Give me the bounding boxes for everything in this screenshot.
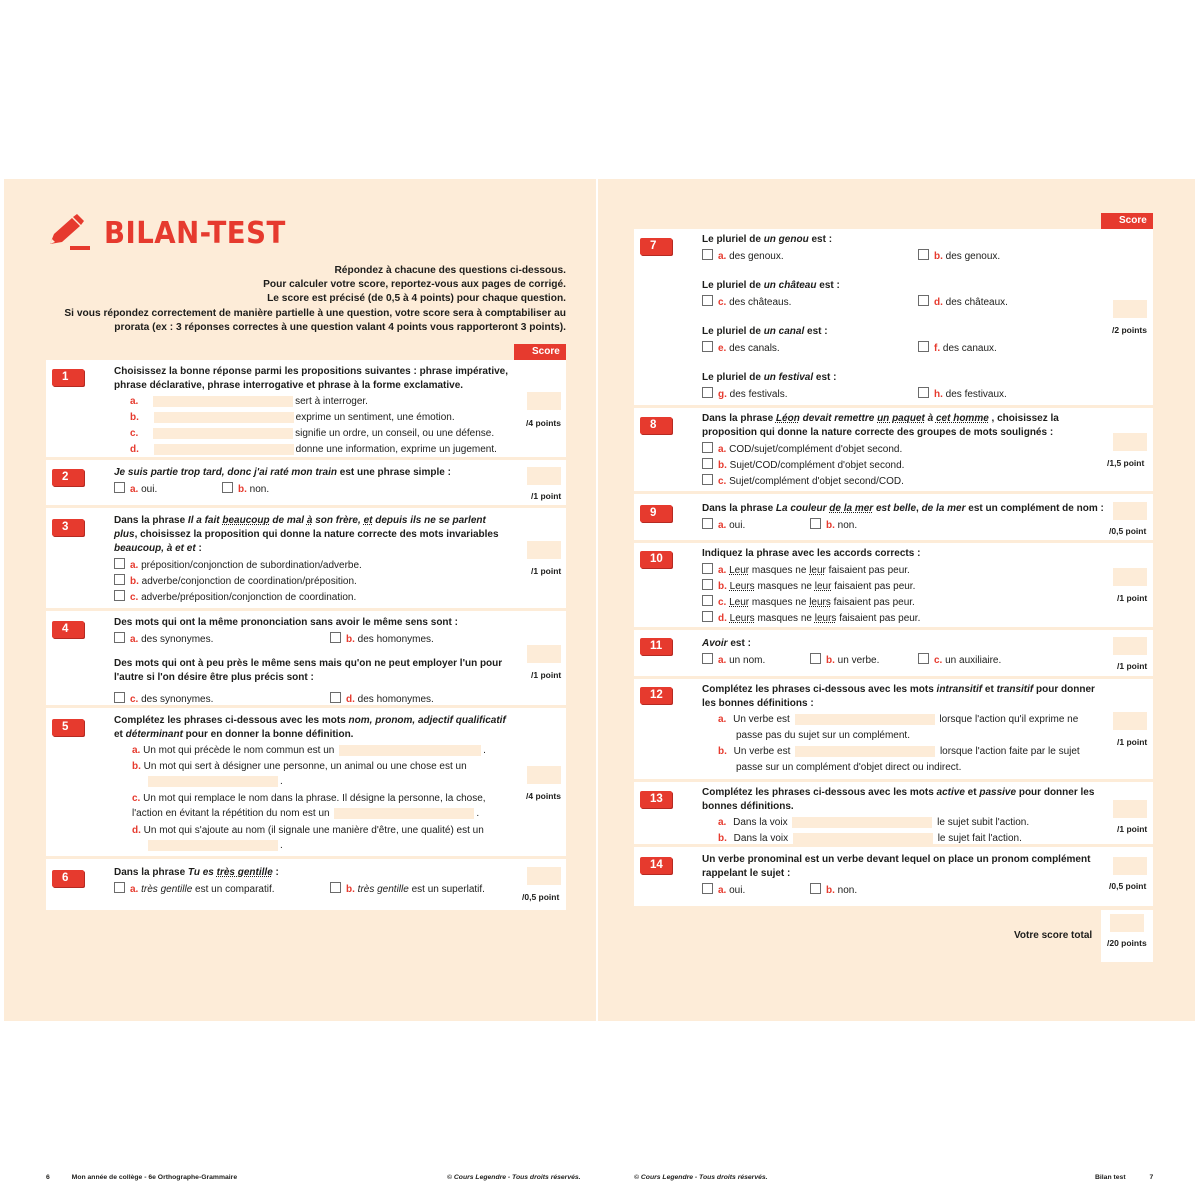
question-1 bbox=[46, 360, 566, 460]
option-c[interactable]: c. des synonymes. bbox=[114, 692, 213, 706]
questions-panel-right bbox=[634, 229, 1153, 906]
checkbox[interactable] bbox=[918, 341, 929, 352]
checkbox[interactable] bbox=[702, 611, 713, 622]
option-c[interactable]: c. un auxiliaire. bbox=[918, 653, 1001, 667]
question-9 bbox=[634, 494, 1153, 543]
checkbox[interactable] bbox=[918, 295, 929, 306]
option-b[interactable]: b. adverbe/conjonction de coordination/préposition. bbox=[114, 574, 357, 588]
question-number: 6 bbox=[52, 870, 84, 887]
question-text: Dans la phrase Il a fait beaucoup de mal à son frère, et depuis ils ne se parlent bbox=[114, 515, 486, 526]
option-a[interactable]: a. un nom. bbox=[702, 653, 765, 667]
question-text: Complétez les phrases ci-dessous avec les mots nom, pronom, adjectif qualificatif bbox=[114, 715, 506, 726]
points-label: /1 point bbox=[531, 491, 562, 501]
option-b[interactable]: b. des genoux. bbox=[918, 249, 1000, 263]
question-text: Des mots qui ont à peu près le même sens mais qu'on ne peut employer l'un pour bbox=[114, 658, 503, 669]
score-input[interactable] bbox=[1113, 568, 1147, 586]
checkbox[interactable] bbox=[918, 249, 929, 260]
question-text: Complétez les phrases ci-dessous avec les mots active et passive pour donner les bbox=[702, 787, 1095, 798]
score-input[interactable] bbox=[1113, 637, 1147, 655]
instruction-line: Si vous répondez correctement de manière partielle à une question, votre score sera à comptabiliser au bbox=[64, 307, 566, 319]
checkbox[interactable] bbox=[702, 579, 713, 590]
score-input[interactable] bbox=[1113, 712, 1147, 730]
points-label: /4 points bbox=[526, 418, 561, 428]
score-input[interactable] bbox=[527, 766, 561, 784]
question-7 bbox=[634, 229, 1153, 408]
total-score-panel bbox=[1101, 910, 1153, 962]
checkbox[interactable] bbox=[330, 632, 341, 643]
checkbox[interactable] bbox=[702, 458, 713, 469]
instructions bbox=[46, 264, 566, 335]
score-header: Score bbox=[1101, 213, 1153, 229]
option-a[interactable]: a. des genoux. bbox=[702, 249, 784, 263]
instruction-line: Pour calculer votre score, reportez-vous aux pages de corrigé. bbox=[263, 279, 566, 291]
instruction-line: Répondez à chacune des questions ci-dessous. bbox=[334, 265, 566, 276]
question-number: 4 bbox=[52, 621, 84, 638]
copyright-right: © Cours Legendre - Tous droits réservés. bbox=[634, 1174, 768, 1181]
checkbox[interactable] bbox=[810, 883, 821, 894]
question-number: 3 bbox=[52, 519, 84, 536]
question-text: Le pluriel de un canal est : bbox=[702, 326, 828, 337]
checkbox[interactable] bbox=[114, 632, 125, 643]
question-number: 11 bbox=[640, 638, 672, 655]
score-input[interactable] bbox=[1113, 502, 1147, 520]
checkbox[interactable] bbox=[702, 474, 713, 485]
question-number: 5 bbox=[52, 719, 84, 736]
answer-line-b-cont: passe sur un complément d'objet direct ou indirect. bbox=[736, 762, 962, 773]
points-label: /1 point bbox=[1117, 737, 1148, 747]
instruction-line: prorata (ex : 3 réponses correctes à une question valant 4 points vous rapporteront 3 points). bbox=[114, 321, 566, 333]
checkbox[interactable] bbox=[114, 482, 125, 493]
checkbox[interactable] bbox=[114, 692, 125, 703]
question-text: Le pluriel de un château est : bbox=[702, 280, 840, 291]
option-g[interactable]: g. des festivals. bbox=[702, 387, 787, 401]
option-f[interactable]: f. des canaux. bbox=[918, 341, 997, 355]
checkbox[interactable] bbox=[918, 387, 929, 398]
question-text: l'autre si l'on désire être plus précis sont : bbox=[114, 672, 314, 683]
points-label: /1 point bbox=[1117, 661, 1148, 671]
question-text: les bonnes définitions : bbox=[702, 698, 814, 709]
question-text: Dans la phrase Tu es très gentille : bbox=[114, 867, 279, 878]
option-d[interactable]: d. des homonymes. bbox=[330, 692, 434, 706]
question-text: Indiquez la phrase avec les accords corrects : bbox=[702, 548, 921, 559]
score-input[interactable] bbox=[527, 867, 561, 885]
option-a[interactable]: a. oui. bbox=[702, 518, 745, 532]
question-5 bbox=[46, 708, 566, 859]
option-a[interactable]: a. très gentille est un comparatif. bbox=[114, 882, 275, 896]
question-text: Le pluriel de un genou est : bbox=[702, 234, 833, 245]
checkbox[interactable] bbox=[114, 558, 125, 569]
question-text: phrase déclarative, phrase interrogative et phrase à la forme exclamative. bbox=[114, 380, 464, 391]
answer-blank[interactable] bbox=[795, 746, 935, 757]
option-b[interactable]: b. très gentille est un superlatif. bbox=[330, 882, 485, 896]
question-text: Le pluriel de un festival est : bbox=[702, 372, 837, 383]
checkbox[interactable] bbox=[918, 653, 929, 664]
answer-blank[interactable] bbox=[334, 808, 474, 819]
points-label: /4 points bbox=[526, 791, 561, 801]
points-label: /0,5 point bbox=[1109, 526, 1147, 536]
total-score-input[interactable] bbox=[1110, 914, 1144, 932]
checkbox[interactable] bbox=[114, 590, 125, 601]
checkbox[interactable] bbox=[702, 518, 713, 529]
answer-line-b: b. Un mot qui sert à désigner une personne, un animal ou une chose est un bbox=[132, 761, 467, 772]
checkbox[interactable] bbox=[702, 341, 713, 352]
points-label: /1 point bbox=[1117, 593, 1148, 603]
question-number: 7 bbox=[640, 238, 672, 255]
option-b[interactable]: b. Sujet/COD/complément d'objet second. bbox=[702, 458, 904, 472]
total-score-label: Votre score total bbox=[1014, 930, 1093, 941]
checkbox[interactable] bbox=[702, 883, 713, 894]
question-text: et déterminant pour en donner la bonne définition. bbox=[114, 729, 354, 740]
answer-blank[interactable] bbox=[793, 833, 933, 844]
checkbox[interactable] bbox=[810, 653, 821, 664]
answer-blank[interactable] bbox=[154, 444, 294, 455]
section-title: Bilan test bbox=[1095, 1174, 1126, 1181]
option-c[interactable]: c. Leur masques ne leurs faisaient pas peur. bbox=[702, 595, 915, 609]
option-a[interactable]: a. préposition/conjonction de subordination/adverbe. bbox=[114, 558, 362, 572]
question-4 bbox=[46, 611, 566, 708]
question-text: Avoir est : bbox=[702, 638, 751, 649]
option-a[interactable]: a. oui. bbox=[114, 482, 157, 496]
answer-blank[interactable] bbox=[795, 714, 935, 725]
right-page bbox=[598, 179, 1195, 1181]
answer-line-a: a. Un verbe est lorsque l'action qu'il exprime ne bbox=[718, 714, 1079, 725]
option-e[interactable]: e. des canals. bbox=[702, 341, 780, 355]
answer-line-a: a. Un mot qui précède le nom commun est un . bbox=[132, 745, 486, 756]
score-header: Score bbox=[514, 344, 566, 360]
question-12 bbox=[634, 679, 1153, 782]
question-text: rappelant le sujet : bbox=[702, 868, 791, 879]
points-label: /1 point bbox=[531, 566, 562, 576]
option-d[interactable]: d. des châteaux. bbox=[918, 295, 1008, 309]
answer-line-a: a. Dans la voix le sujet subit l'action. bbox=[718, 817, 1030, 828]
score-input[interactable] bbox=[1113, 800, 1147, 818]
question-text: Je suis partie trop tard, donc j'ai raté mon train est une phrase simple : bbox=[114, 467, 451, 478]
answer-line-d: d. Un mot qui s'ajoute au nom (il signale une manière d'être, une qualité) est un bbox=[132, 825, 484, 836]
points-label: /1 point bbox=[531, 670, 562, 680]
question-number: 14 bbox=[640, 857, 672, 874]
page-title: BILAN-TEST bbox=[104, 215, 286, 251]
answer-line-b: b. Un verbe est lorsque l'action faite par le sujet bbox=[718, 746, 1080, 757]
checkbox[interactable] bbox=[114, 882, 125, 893]
answer-blank[interactable] bbox=[339, 745, 481, 756]
question-6 bbox=[46, 859, 566, 910]
option-c[interactable]: c. Sujet/complément d'objet second/COD. bbox=[702, 474, 904, 488]
question-13 bbox=[634, 782, 1153, 847]
checkbox[interactable] bbox=[222, 482, 233, 493]
checkbox[interactable] bbox=[702, 563, 713, 574]
footer-right bbox=[1095, 1174, 1153, 1181]
question-8 bbox=[634, 408, 1153, 494]
answer-line-b-cont: . bbox=[146, 775, 283, 788]
question-number: 8 bbox=[640, 417, 672, 434]
option-c[interactable]: c. des châteaus. bbox=[702, 295, 791, 309]
answer-line-b: b. Dans la voix le sujet fait l'action. bbox=[718, 833, 1022, 844]
answer-blank[interactable] bbox=[153, 428, 293, 439]
score-input[interactable] bbox=[1113, 300, 1147, 318]
question-10 bbox=[634, 543, 1153, 630]
option-b[interactable]: b. des homonymes. bbox=[330, 632, 434, 646]
option-a[interactable]: a. oui. bbox=[702, 883, 745, 897]
question-text: plus, choisissez la proposition qui donne la nature correcte des mots invariables bbox=[114, 529, 499, 540]
option-b[interactable]: b. un verbe. bbox=[810, 653, 879, 667]
option-d[interactable]: d. Leurs masques ne leurs faisaient pas peur. bbox=[702, 611, 920, 625]
score-input[interactable] bbox=[527, 541, 561, 559]
questions-panel-left bbox=[46, 360, 566, 910]
question-11 bbox=[634, 630, 1153, 679]
checkbox[interactable] bbox=[330, 882, 341, 893]
answer-line-c-cont: l'action en évitant la répétition du nom est un . bbox=[132, 808, 480, 819]
question-text: beaucoup, à et et : bbox=[114, 543, 202, 554]
option-b[interactable]: b. non. bbox=[810, 883, 857, 897]
book-title: Mon année de collège - 6e Orthographe-Grammaire bbox=[71, 1174, 238, 1181]
footer-left bbox=[46, 1174, 237, 1181]
total-points-label: /20 points bbox=[1107, 938, 1147, 948]
points-label: /1 point bbox=[1117, 824, 1148, 834]
checkbox[interactable] bbox=[702, 387, 713, 398]
answer-line-b: b. exprime un sentiment, une émotion. bbox=[130, 412, 455, 423]
answer-blank[interactable] bbox=[792, 817, 932, 828]
question-text: Un verbe pronominal est un verbe devant lequel on place un pronom complément bbox=[702, 854, 1091, 865]
answer-blank[interactable] bbox=[148, 840, 278, 851]
score-input[interactable] bbox=[1113, 857, 1147, 875]
option-b[interactable]: b. non. bbox=[810, 518, 857, 532]
question-number: 13 bbox=[640, 791, 672, 808]
question-number: 12 bbox=[640, 687, 672, 704]
option-a[interactable]: a. COD/sujet/complément d'objet second. bbox=[702, 442, 902, 456]
score-input[interactable] bbox=[1113, 433, 1147, 451]
checkbox[interactable] bbox=[810, 518, 821, 529]
copyright-left: © Cours Legendre - Tous droits réservés. bbox=[447, 1174, 581, 1181]
option-b[interactable]: b. non. bbox=[222, 482, 269, 496]
answer-line-c: c. Un mot qui remplace le nom dans la phrase. Il désigne la personne, la chose, bbox=[132, 793, 486, 804]
question-2 bbox=[46, 460, 566, 508]
points-label: /0,5 point bbox=[1109, 881, 1147, 891]
question-number: 2 bbox=[52, 469, 84, 486]
question-3 bbox=[46, 508, 566, 611]
checkbox[interactable] bbox=[330, 692, 341, 703]
points-label: /0,5 point bbox=[522, 892, 560, 902]
question-text: Dans la phrase Léon devait remettre un paquet à cet homme , choisissez la bbox=[702, 413, 1059, 424]
checkbox[interactable] bbox=[702, 595, 713, 606]
option-c[interactable]: c. adverbe/préposition/conjonction de coordination. bbox=[114, 590, 356, 604]
question-number: 9 bbox=[640, 505, 672, 522]
option-h[interactable]: h. des festivaux. bbox=[918, 387, 1007, 401]
page-number: 7 bbox=[1149, 1174, 1154, 1181]
answer-line-d: d. donne une information, exprime un jugement. bbox=[130, 444, 497, 455]
answer-line-c: c. signifie un ordre, un conseil, ou une défense. bbox=[130, 428, 495, 439]
score-input[interactable] bbox=[527, 467, 561, 485]
option-a[interactable]: a. des synonymes. bbox=[114, 632, 213, 646]
question-14 bbox=[634, 847, 1153, 906]
answer-blank[interactable] bbox=[153, 396, 293, 407]
points-label: /2 points bbox=[1112, 325, 1147, 335]
answer-line-a: a. sert à interroger. bbox=[130, 396, 368, 407]
answer-line-d-cont: . bbox=[146, 839, 283, 852]
answer-blank[interactable] bbox=[148, 776, 278, 787]
checkbox[interactable] bbox=[702, 249, 713, 260]
question-number: 10 bbox=[640, 551, 672, 568]
left-page bbox=[4, 179, 596, 1181]
checkbox[interactable] bbox=[702, 653, 713, 664]
question-text: Complétez les phrases ci-dessous avec les mots intransitif et transitif pour donner bbox=[702, 684, 1095, 695]
question-text: Choisissez la bonne réponse parmi les propositions suivantes : phrase impérative, bbox=[114, 366, 509, 377]
instruction-line: Le score est précisé (de 0,5 à 4 points) pour chaque question. bbox=[267, 293, 566, 305]
pencil-icon bbox=[46, 214, 92, 252]
option-b[interactable]: b. Leurs masques ne leur faisaient pas peur. bbox=[702, 579, 915, 593]
checkbox[interactable] bbox=[114, 574, 125, 585]
question-text: Des mots qui ont la même prononciation sans avoir le même sens sont : bbox=[114, 617, 458, 628]
question-text: Dans la phrase La couleur de la mer est belle, de la mer est un complément de nom : bbox=[702, 503, 1104, 514]
score-input[interactable] bbox=[527, 645, 561, 663]
score-input[interactable] bbox=[527, 392, 561, 410]
title-area bbox=[46, 214, 302, 252]
checkbox[interactable] bbox=[702, 442, 713, 453]
question-text: proposition qui donne la nature correcte des groupes de mots soulignés : bbox=[702, 427, 1054, 438]
answer-blank[interactable] bbox=[154, 412, 294, 423]
checkbox[interactable] bbox=[702, 295, 713, 306]
option-a[interactable]: a. Leur masques ne leur faisaient pas peur. bbox=[702, 563, 910, 577]
question-number: 1 bbox=[52, 369, 84, 386]
page-number: 6 bbox=[46, 1174, 50, 1181]
answer-line-a-cont: passe pas du sujet sur un complément. bbox=[736, 730, 910, 741]
points-label: /1,5 point bbox=[1107, 458, 1145, 468]
question-text: bonnes définitions. bbox=[702, 801, 794, 812]
